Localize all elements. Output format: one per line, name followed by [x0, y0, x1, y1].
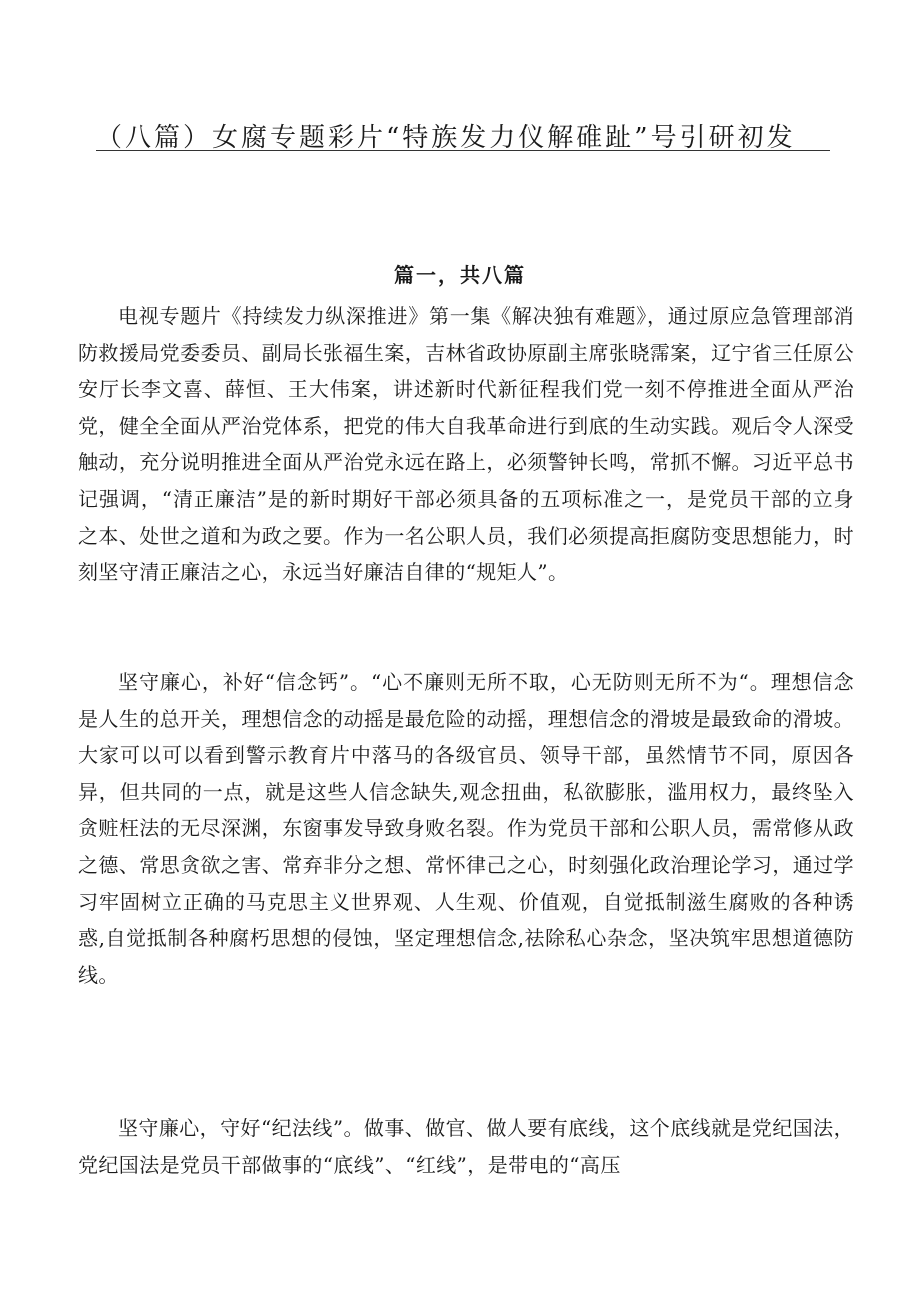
paragraph-block-1: [78, 298, 854, 591]
paragraph-block-3: [78, 1110, 854, 1183]
paragraph-block-2: [78, 664, 854, 993]
document-title: （八篇）女腐专题彩片“特族发力仪解碓趾”号引研初发: [96, 123, 796, 153]
paragraph-2: 坚守廉心，补好“信念钙”。“心不廉则无所不取，心无防则无所不为“。理想信念是人生的总开关，理想信念的动摇是最危险的动摇，理想信念的滑坡是最致命的滑坡。大家可以可以看到警示教育片中落马的各级官员、领导干部，虽然情节不同，原因各异，但共同的一点，就是这些人信念缺失,观念扭曲，私欲膨胀，滥用权力，最终坠入贪赃枉法的无尽深渊，东窗事发导致身败名裂。作为党员干部和公职人员，需常修从政之德、常思贪欲之害、常弃非分之想、常怀律己之心，时刻强化政治理论学习，通过学习牢固树立正确的马克思主义世界观、人生观、价值观，自觉抵制滋生腐败的各种诱惑,自觉抵制各种腐朽思想的侵蚀，坚定理想信念,祛除私心杂念，坚决筑牢思想道德防线。: [78, 670, 854, 987]
title-underline: [96, 150, 830, 151]
section-heading: 篇一，共八篇: [394, 263, 526, 287]
paragraph-1: 电视专题片《持续发力纵深推进》第一集《解决独有难题》，通过原应急管理部消防救援局党委委员、副局长张福生案，吉林省政协原副主席张晓霈案，辽宁省三任原公安厅长李文喜、薛恒、王大伟案，讲述新时代新征程我们党一刻不停推进全面从严治党，健全全面从严治党体系，把党的伟大自我革命进行到底的生动实践。观后令人深受触动，充分说明推进全面从严治党永远在路上，必须警钟长鸣，常抓不懈。习近平总书记强调，“清正廉洁”是的新时期好干部必须具备的五项标准之一，是党员干部的立身之本、处世之道和为政之要。作为一名公职人员，我们必须提高拒腐防变思想能力，时刻坚守清正廉洁之心，永远当好廉洁自律的“规矩人”。: [78, 304, 854, 585]
paragraph-3: 坚守廉心，守好“纪法线”。做事、做官、做人要有底线，这个底线就是党纪国法，党纪国法是党员干部做事的“底线”、“红线”，是带电的“高压: [78, 1116, 854, 1177]
